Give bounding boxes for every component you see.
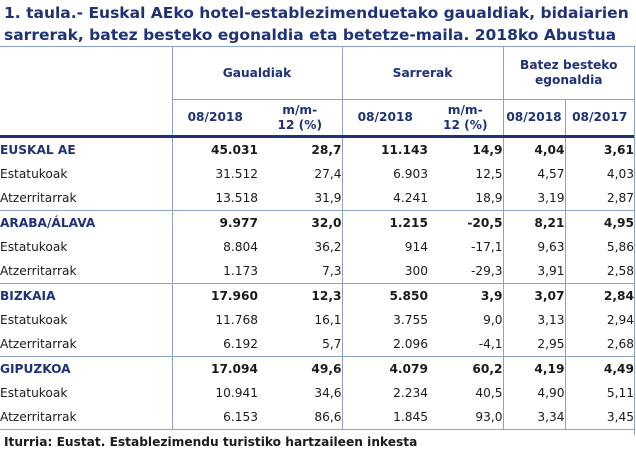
table-cell: 6.903 bbox=[342, 162, 428, 186]
row-label: Atzerritarrak bbox=[0, 191, 77, 205]
table-row bbox=[0, 405, 634, 430]
header-egonaldia: Batez besteko egonaldia bbox=[503, 47, 634, 100]
table-row bbox=[0, 332, 634, 357]
row-label: BIZKAIA bbox=[0, 284, 172, 309]
header-corner bbox=[0, 47, 172, 100]
row-label: Atzerritarrak bbox=[0, 405, 172, 430]
table-row-region bbox=[0, 137, 634, 163]
row-label: GIPUZKOA bbox=[0, 357, 172, 382]
table-cell: 5,7 bbox=[322, 337, 342, 351]
table-cell: 4.079 bbox=[342, 357, 428, 382]
table-cell: 17.960 bbox=[172, 284, 258, 309]
table-cell: 18,9 bbox=[475, 191, 503, 205]
table-cell: 7,3 bbox=[322, 264, 342, 278]
table-cell: 9,63 bbox=[503, 235, 565, 259]
table-cell: 5,86 bbox=[565, 235, 634, 259]
row-label: Estatukoak bbox=[0, 167, 68, 181]
table-cell: 3,07 bbox=[503, 284, 565, 309]
table-row-region bbox=[0, 357, 634, 382]
table-cell: 13.518 bbox=[172, 186, 258, 211]
table-cell: 1.215 bbox=[342, 211, 428, 236]
table-cell: 60,2 bbox=[428, 357, 503, 382]
table-cell: 2.096 bbox=[342, 332, 428, 357]
header-sarrerak: Sarrerak bbox=[342, 47, 503, 100]
table-cell: 4,95 bbox=[565, 211, 634, 236]
table-cell: 17.094 bbox=[172, 357, 258, 382]
table-cell: 3,34 bbox=[503, 405, 565, 430]
table-cell: 36,2 bbox=[314, 240, 342, 254]
subheader-change: m/m-12 (%) bbox=[258, 100, 342, 137]
table-title: 1. taula.- Euskal AEko hotel-establezimenduetako gaualdiak, bidaiarien sarrerak, batez besteko egonaldia eta betetze-maila. 2018ko Abustua bbox=[4, 4, 629, 44]
table-cell: -29,3 bbox=[470, 264, 503, 278]
table-cell: 4,19 bbox=[503, 357, 565, 382]
row-label: Estatukoak bbox=[0, 386, 68, 400]
table-cell: 4,49 bbox=[565, 357, 634, 382]
table-cell: 3,19 bbox=[503, 186, 565, 211]
table-cell: -20,5 bbox=[428, 211, 503, 236]
table-cell: 31.512 bbox=[172, 162, 258, 186]
table-row bbox=[0, 235, 634, 259]
subheader-change: m/m-12 (%) bbox=[428, 100, 503, 137]
table-cell: 4,04 bbox=[503, 137, 565, 163]
table-cell: 12,5 bbox=[475, 167, 503, 181]
subheader-date: 08/2018 bbox=[342, 100, 428, 137]
table-cell: 4,90 bbox=[503, 381, 565, 405]
table-cell: -17,1 bbox=[470, 240, 503, 254]
row-label: Estatukoak bbox=[0, 240, 68, 254]
table-row-region bbox=[0, 211, 634, 236]
table-cell: 2,84 bbox=[565, 284, 634, 309]
table-cell: 1.173 bbox=[172, 259, 258, 284]
table-row-region bbox=[0, 284, 634, 309]
row-label: ARABA/ÁLAVA bbox=[0, 211, 172, 236]
table-cell: 8.804 bbox=[172, 235, 258, 259]
table-cell: 45.031 bbox=[172, 137, 258, 163]
table-cell: 3,45 bbox=[565, 405, 634, 430]
table-cell: 914 bbox=[342, 235, 428, 259]
subheader-date: 08/2018 bbox=[172, 100, 258, 137]
table-cell: 4.241 bbox=[342, 186, 428, 211]
table-cell: 2.234 bbox=[342, 381, 428, 405]
header-corner-bottom bbox=[0, 100, 172, 137]
table-cell: 1.845 bbox=[342, 405, 428, 430]
table-cell: 12,3 bbox=[258, 284, 342, 309]
row-label: Estatukoak bbox=[0, 313, 68, 327]
table-cell: 40,5 bbox=[475, 386, 503, 400]
row-label: EUSKAL AE bbox=[0, 143, 76, 157]
table-row bbox=[0, 308, 634, 332]
row-label: Atzerritarrak bbox=[0, 264, 77, 278]
table-cell: 6.192 bbox=[172, 332, 258, 357]
table-right-border bbox=[634, 46, 635, 435]
table-cell: 14,9 bbox=[472, 143, 503, 157]
table-cell: 49,6 bbox=[258, 357, 342, 382]
table-row bbox=[0, 186, 634, 211]
table-cell: 93,0 bbox=[428, 405, 503, 430]
table-cell: 31,9 bbox=[314, 191, 342, 205]
table-cell: 3,61 bbox=[565, 137, 634, 163]
table-cell: 2,87 bbox=[565, 186, 634, 211]
table-cell: 3,9 bbox=[428, 284, 503, 309]
table-cell: 2,94 bbox=[565, 308, 634, 332]
row-label: Atzerritarrak bbox=[0, 337, 77, 351]
table-cell: 6.153 bbox=[172, 405, 258, 430]
table-cell: 3,91 bbox=[503, 259, 565, 284]
table-cell: 27,4 bbox=[314, 167, 342, 181]
table-cell: 10.941 bbox=[172, 381, 258, 405]
table-cell: 4,03 bbox=[565, 162, 634, 186]
table-cell: 2,95 bbox=[503, 332, 565, 357]
subheader-date: 08/2017 bbox=[565, 100, 634, 137]
table-cell: -4,1 bbox=[478, 337, 503, 351]
table-cell: 2,58 bbox=[565, 259, 634, 284]
table-cell: 8,21 bbox=[503, 211, 565, 236]
table-cell: 9,0 bbox=[483, 313, 503, 327]
table-cell: 16,1 bbox=[314, 313, 342, 327]
header-gaualdiak: Gaualdiak bbox=[172, 47, 342, 100]
table-cell: 32,0 bbox=[258, 211, 342, 236]
table-cell: 5,11 bbox=[565, 381, 634, 405]
table-cell: 11.768 bbox=[172, 308, 258, 332]
data-table bbox=[0, 46, 634, 430]
table-cell: 2,68 bbox=[565, 332, 634, 357]
table-cell: 5.850 bbox=[342, 284, 428, 309]
table-cell: 3.755 bbox=[342, 308, 428, 332]
table-cell: 3,13 bbox=[503, 308, 565, 332]
table-cell: 9.977 bbox=[172, 211, 258, 236]
table-cell: 28,7 bbox=[311, 143, 342, 157]
table-cell: 11.143 bbox=[342, 137, 428, 163]
source-note: Iturria: Eustat. Establezimendu turistiko hartzaileen inkesta bbox=[4, 435, 418, 449]
table-cell: 86,6 bbox=[258, 405, 342, 430]
table-row bbox=[0, 381, 634, 405]
table-cell: 34,6 bbox=[314, 386, 342, 400]
table-cell: 300 bbox=[342, 259, 428, 284]
subheader-date: 08/2018 bbox=[503, 100, 565, 137]
table-cell: 4,57 bbox=[503, 162, 565, 186]
table-row bbox=[0, 162, 634, 186]
table-row bbox=[0, 259, 634, 284]
